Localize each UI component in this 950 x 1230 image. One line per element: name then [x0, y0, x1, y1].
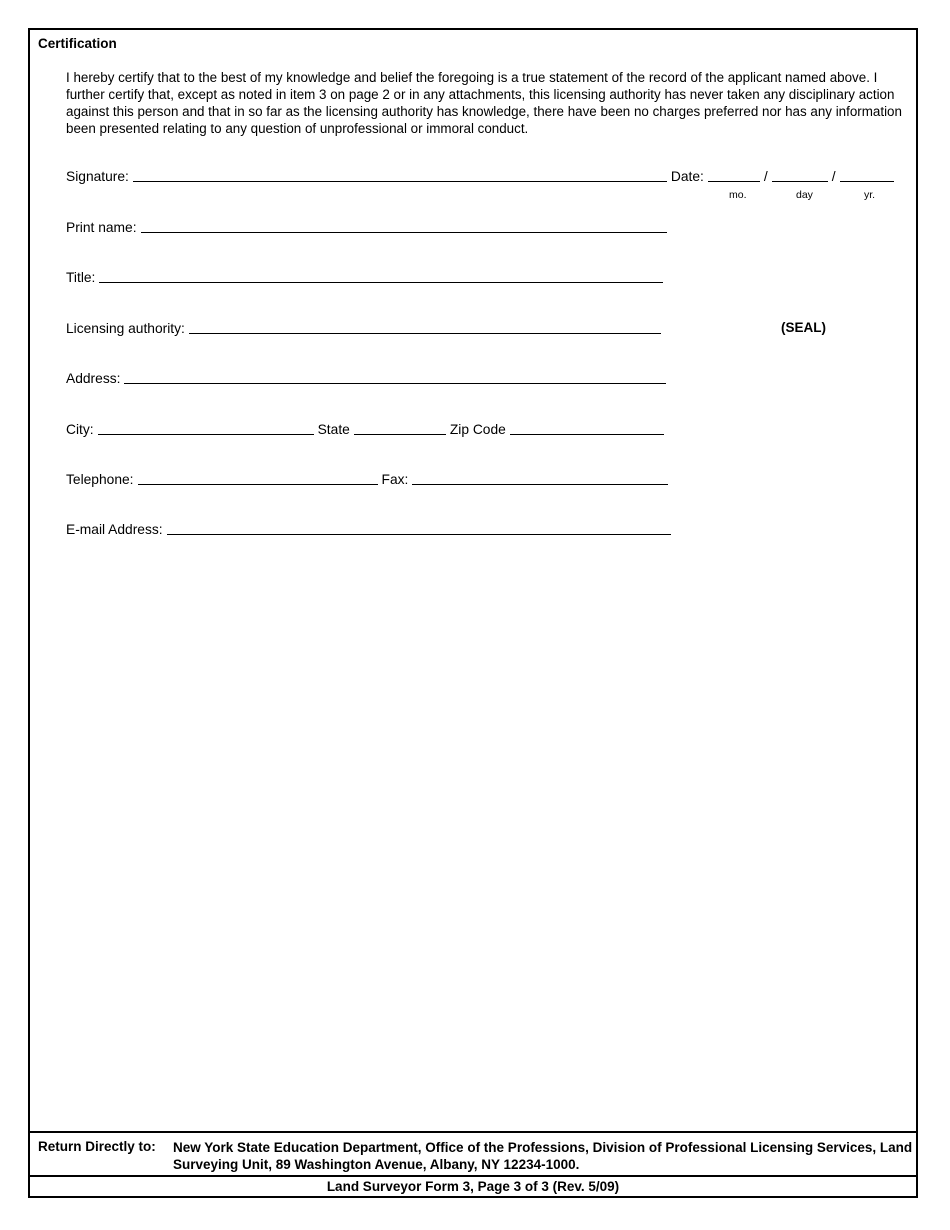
date-year-field[interactable] — [840, 168, 894, 182]
certification-statement: I hereby certify that to the best of my knowledge and belief the foregoing is a true statement of the record of the applicant named above. I further certify that, except as noted in item 3 on page 2 or in any attachments, this licensing authority has never taken any disciplinary action against this person and that in so far as the licensing authority has knowledge, there have been no charges preferred nor has any information been presented relating to any question of unprofessional or immoral conduct. — [66, 70, 902, 136]
fax-field[interactable] — [412, 471, 668, 485]
zip-field[interactable] — [510, 421, 664, 435]
date-day-field[interactable] — [772, 168, 828, 182]
licensing-authority-field[interactable] — [189, 320, 661, 334]
email-label: E-mail Address: — [66, 522, 163, 537]
signature-label: Signature: — [66, 169, 129, 184]
return-address-box — [30, 1131, 916, 1175]
date-month-field[interactable] — [708, 168, 760, 182]
licensing-authority-label: Licensing authority: — [66, 321, 185, 336]
state-label: State — [317, 422, 350, 437]
city-label: City: — [66, 422, 94, 437]
seal-label: (SEAL) — [781, 320, 826, 335]
form-footer-text: Land Surveyor Form 3, Page 3 of 3 (Rev. 5/09) — [326, 1179, 620, 1194]
telephone-fax-row — [66, 471, 672, 487]
return-label: Return Directly to: — [38, 1139, 156, 1154]
licensing-authority-row — [66, 320, 665, 336]
city-state-zip-row — [66, 421, 668, 437]
date-separator: / — [763, 169, 768, 184]
address-row — [66, 370, 670, 386]
telephone-field[interactable] — [138, 471, 378, 485]
telephone-label: Telephone: — [66, 472, 134, 487]
print-name-row — [66, 219, 671, 235]
print-name-label: Print name: — [66, 220, 137, 235]
form-frame — [28, 28, 918, 1198]
city-field[interactable] — [98, 421, 314, 435]
email-row — [66, 521, 675, 537]
address-label: Address: — [66, 371, 121, 386]
form-footer — [30, 1175, 916, 1196]
state-field[interactable] — [354, 421, 446, 435]
title-field[interactable] — [99, 269, 663, 283]
date-separator: / — [831, 169, 836, 184]
signature-field[interactable] — [133, 168, 667, 182]
print-name-field[interactable] — [141, 219, 667, 233]
date-month-caption: mo. — [729, 189, 747, 201]
fax-label: Fax: — [381, 472, 409, 487]
date-year-caption: yr. — [864, 189, 876, 201]
email-field[interactable] — [167, 521, 671, 535]
date-day-caption: day — [796, 189, 813, 201]
title-label: Title: — [66, 270, 96, 285]
title-row — [66, 269, 667, 285]
date-label: Date: — [670, 169, 704, 184]
address-field[interactable] — [124, 370, 666, 384]
signature-row — [66, 168, 898, 184]
zip-label: Zip Code — [449, 422, 506, 437]
return-address: New York State Education Department, Office of the Professions, Division of Professional Licensing Services, Land Surveying Unit, 89 Washington Avenue, Albany, NY 12234-1000. — [173, 1140, 913, 1172]
section-title: Certification — [38, 36, 117, 51]
